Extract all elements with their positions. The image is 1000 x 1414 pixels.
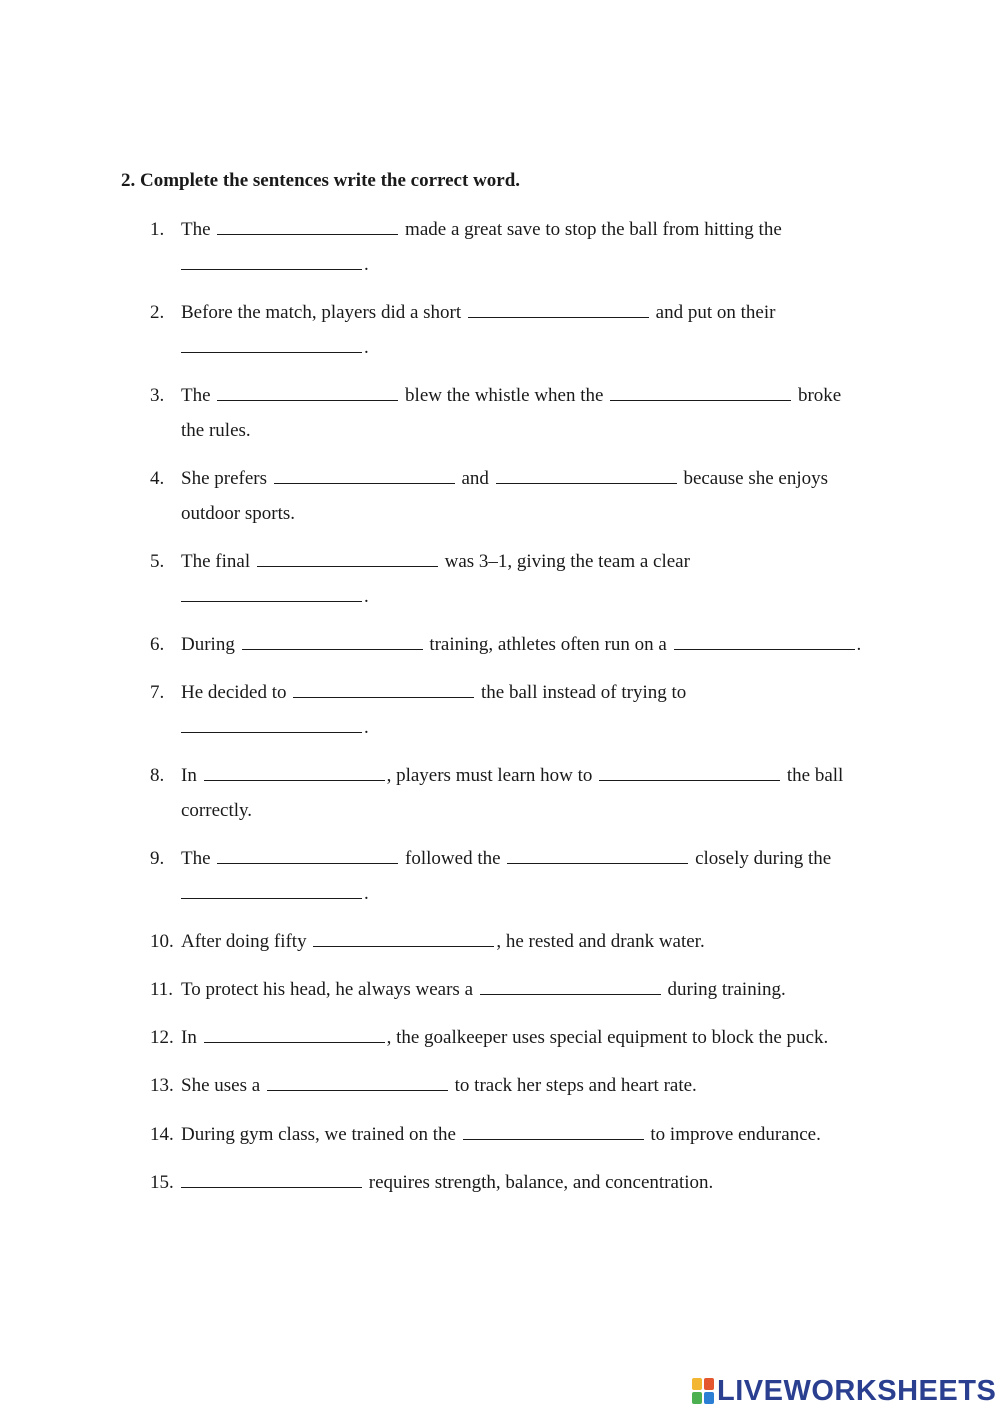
question-number: 1. [150, 219, 165, 240]
answer-blank[interactable] [217, 380, 398, 401]
sentence-text: the ball instead of trying to [476, 682, 687, 703]
answer-blank[interactable] [507, 843, 688, 864]
question-line [181, 765, 843, 786]
answer-blank[interactable] [496, 463, 677, 484]
question-line [181, 1124, 821, 1145]
answer-blank[interactable] [181, 1167, 362, 1188]
sentence-text: He decided to [181, 682, 292, 703]
logo-grid-icon [692, 1378, 714, 1404]
question-text [181, 841, 831, 911]
question-text [181, 972, 786, 1007]
question-line [181, 551, 690, 572]
question-text [181, 1165, 713, 1200]
question-line [181, 1027, 828, 1048]
question-line [181, 330, 775, 365]
sentence-text: correctly. [181, 800, 253, 821]
question-line [181, 876, 831, 911]
question-text [181, 627, 861, 662]
sentence-text: . [856, 634, 862, 655]
question-number: 15. [150, 1172, 174, 1193]
sentence-text: outdoor sports. [181, 503, 295, 524]
answer-blank[interactable] [293, 677, 474, 698]
answer-blank[interactable] [242, 629, 423, 650]
answer-blank[interactable] [468, 297, 649, 318]
sentence-text: , he rested and drank water. [496, 931, 705, 952]
answer-blank[interactable] [181, 581, 362, 602]
question-line [181, 1172, 713, 1193]
question-number: 6. [150, 634, 165, 655]
answer-blank[interactable] [257, 546, 438, 567]
question-number: 9. [150, 848, 165, 869]
sentence-text: during training. [662, 979, 786, 1000]
answer-blank[interactable] [181, 712, 362, 733]
sentence-text: , the goalkeeper uses special equipment to block the puck. [386, 1027, 829, 1048]
question-number: 5. [150, 551, 165, 572]
sentence-text: She prefers [181, 468, 272, 489]
answer-blank[interactable] [313, 926, 494, 947]
sentence-text: The [181, 219, 216, 240]
question-line [181, 219, 782, 240]
question-line [181, 468, 828, 489]
question-text [181, 675, 686, 745]
sentence-text: to track her steps and heart rate. [449, 1075, 697, 1096]
question-number: 7. [150, 682, 165, 703]
sentence-text: the ball [782, 765, 844, 786]
question-number: 8. [150, 765, 165, 786]
sentence-text: because she enjoys [678, 468, 828, 489]
logo-tile [692, 1392, 702, 1404]
answer-blank[interactable] [599, 760, 780, 781]
question-line [181, 1075, 697, 1096]
sentence-text: During [181, 634, 240, 655]
sentence-text: blew the whistle when the [400, 385, 609, 406]
question-text [181, 544, 690, 614]
question-line [181, 979, 786, 1000]
sentence-text: . [364, 717, 369, 738]
answer-blank[interactable] [463, 1119, 644, 1140]
question-line [181, 579, 690, 614]
question-number: 11. [150, 979, 174, 1000]
question-line [181, 247, 782, 282]
question-text [181, 212, 782, 282]
question-line [181, 848, 831, 869]
sentence-text: . [364, 254, 369, 275]
sentence-text: To protect his head, he always wears a [181, 979, 478, 1000]
question-line [181, 793, 843, 828]
sentence-text: After doing fifty [181, 931, 312, 952]
sentence-text: In [181, 1027, 202, 1048]
liveworksheets-logo [692, 1374, 996, 1408]
logo-text: LIVEWORKSHEETS [717, 1374, 997, 1407]
question-line [181, 931, 705, 952]
question-number: 10. [150, 931, 174, 952]
answer-blank[interactable] [181, 332, 362, 353]
question-text [181, 461, 828, 531]
sentence-text: During gym class, we trained on the [181, 1124, 461, 1145]
sentence-text: requires strength, balance, and concentration. [364, 1172, 714, 1193]
sentence-text: The [181, 385, 216, 406]
logo-tile [704, 1378, 714, 1390]
question-number: 4. [150, 468, 165, 489]
question-line [181, 634, 861, 655]
sentence-text: closely during the [690, 848, 832, 869]
question-text [181, 295, 775, 365]
sentence-text: followed the [400, 848, 506, 869]
sentence-text: . [364, 337, 369, 358]
question-line [181, 385, 841, 406]
question-line [181, 413, 841, 448]
logo-tile [704, 1392, 714, 1404]
sentence-text: to improve endurance. [645, 1124, 821, 1145]
sentence-text: and put on their [650, 302, 776, 323]
question-text [181, 378, 841, 448]
sentence-text: was 3–1, giving the team a clear [439, 551, 690, 572]
question-text [181, 758, 843, 828]
answer-blank[interactable] [181, 249, 362, 270]
question-text [181, 1068, 697, 1103]
sentence-text: , players must learn how to [386, 765, 598, 786]
answer-blank[interactable] [480, 974, 661, 995]
sentence-text: . [364, 883, 369, 904]
sentence-text: the rules. [181, 420, 251, 441]
sentence-text: The [181, 848, 216, 869]
sentence-text: training, athletes often run on a [424, 634, 672, 655]
sentence-text: made a great save to stop the ball from hitting the [400, 219, 782, 240]
answer-blank[interactable] [267, 1070, 448, 1091]
sentence-text: She uses a [181, 1075, 265, 1096]
question-text [181, 1020, 828, 1055]
answer-blank[interactable] [274, 463, 455, 484]
question-line [181, 496, 828, 531]
sentence-text: . [364, 586, 369, 607]
question-line [181, 682, 686, 703]
logo-tile [692, 1378, 702, 1390]
answer-blank[interactable] [610, 380, 791, 401]
question-number: 14. [150, 1124, 174, 1145]
answer-blank[interactable] [204, 1022, 385, 1043]
sentence-text: broke [793, 385, 842, 406]
answer-blank[interactable] [217, 214, 398, 235]
question-text [181, 924, 705, 959]
question-line [181, 302, 775, 323]
question-number: 3. [150, 385, 165, 406]
answer-blank[interactable] [674, 629, 855, 650]
answer-blank[interactable] [181, 878, 362, 899]
sentence-text: Before the match, players did a short [181, 302, 466, 323]
question-number: 2. [150, 302, 165, 323]
question-number: 13. [150, 1075, 174, 1096]
question-text [181, 1117, 821, 1152]
answer-blank[interactable] [217, 843, 398, 864]
question-number: 12. [150, 1027, 174, 1048]
sentence-text: The final [181, 551, 255, 572]
sentence-text: In [181, 765, 202, 786]
answer-blank[interactable] [204, 760, 385, 781]
question-line [181, 710, 686, 745]
exercise-heading: 2. Complete the sentences write the correct word. [121, 170, 521, 191]
sentence-text: and [456, 468, 494, 489]
